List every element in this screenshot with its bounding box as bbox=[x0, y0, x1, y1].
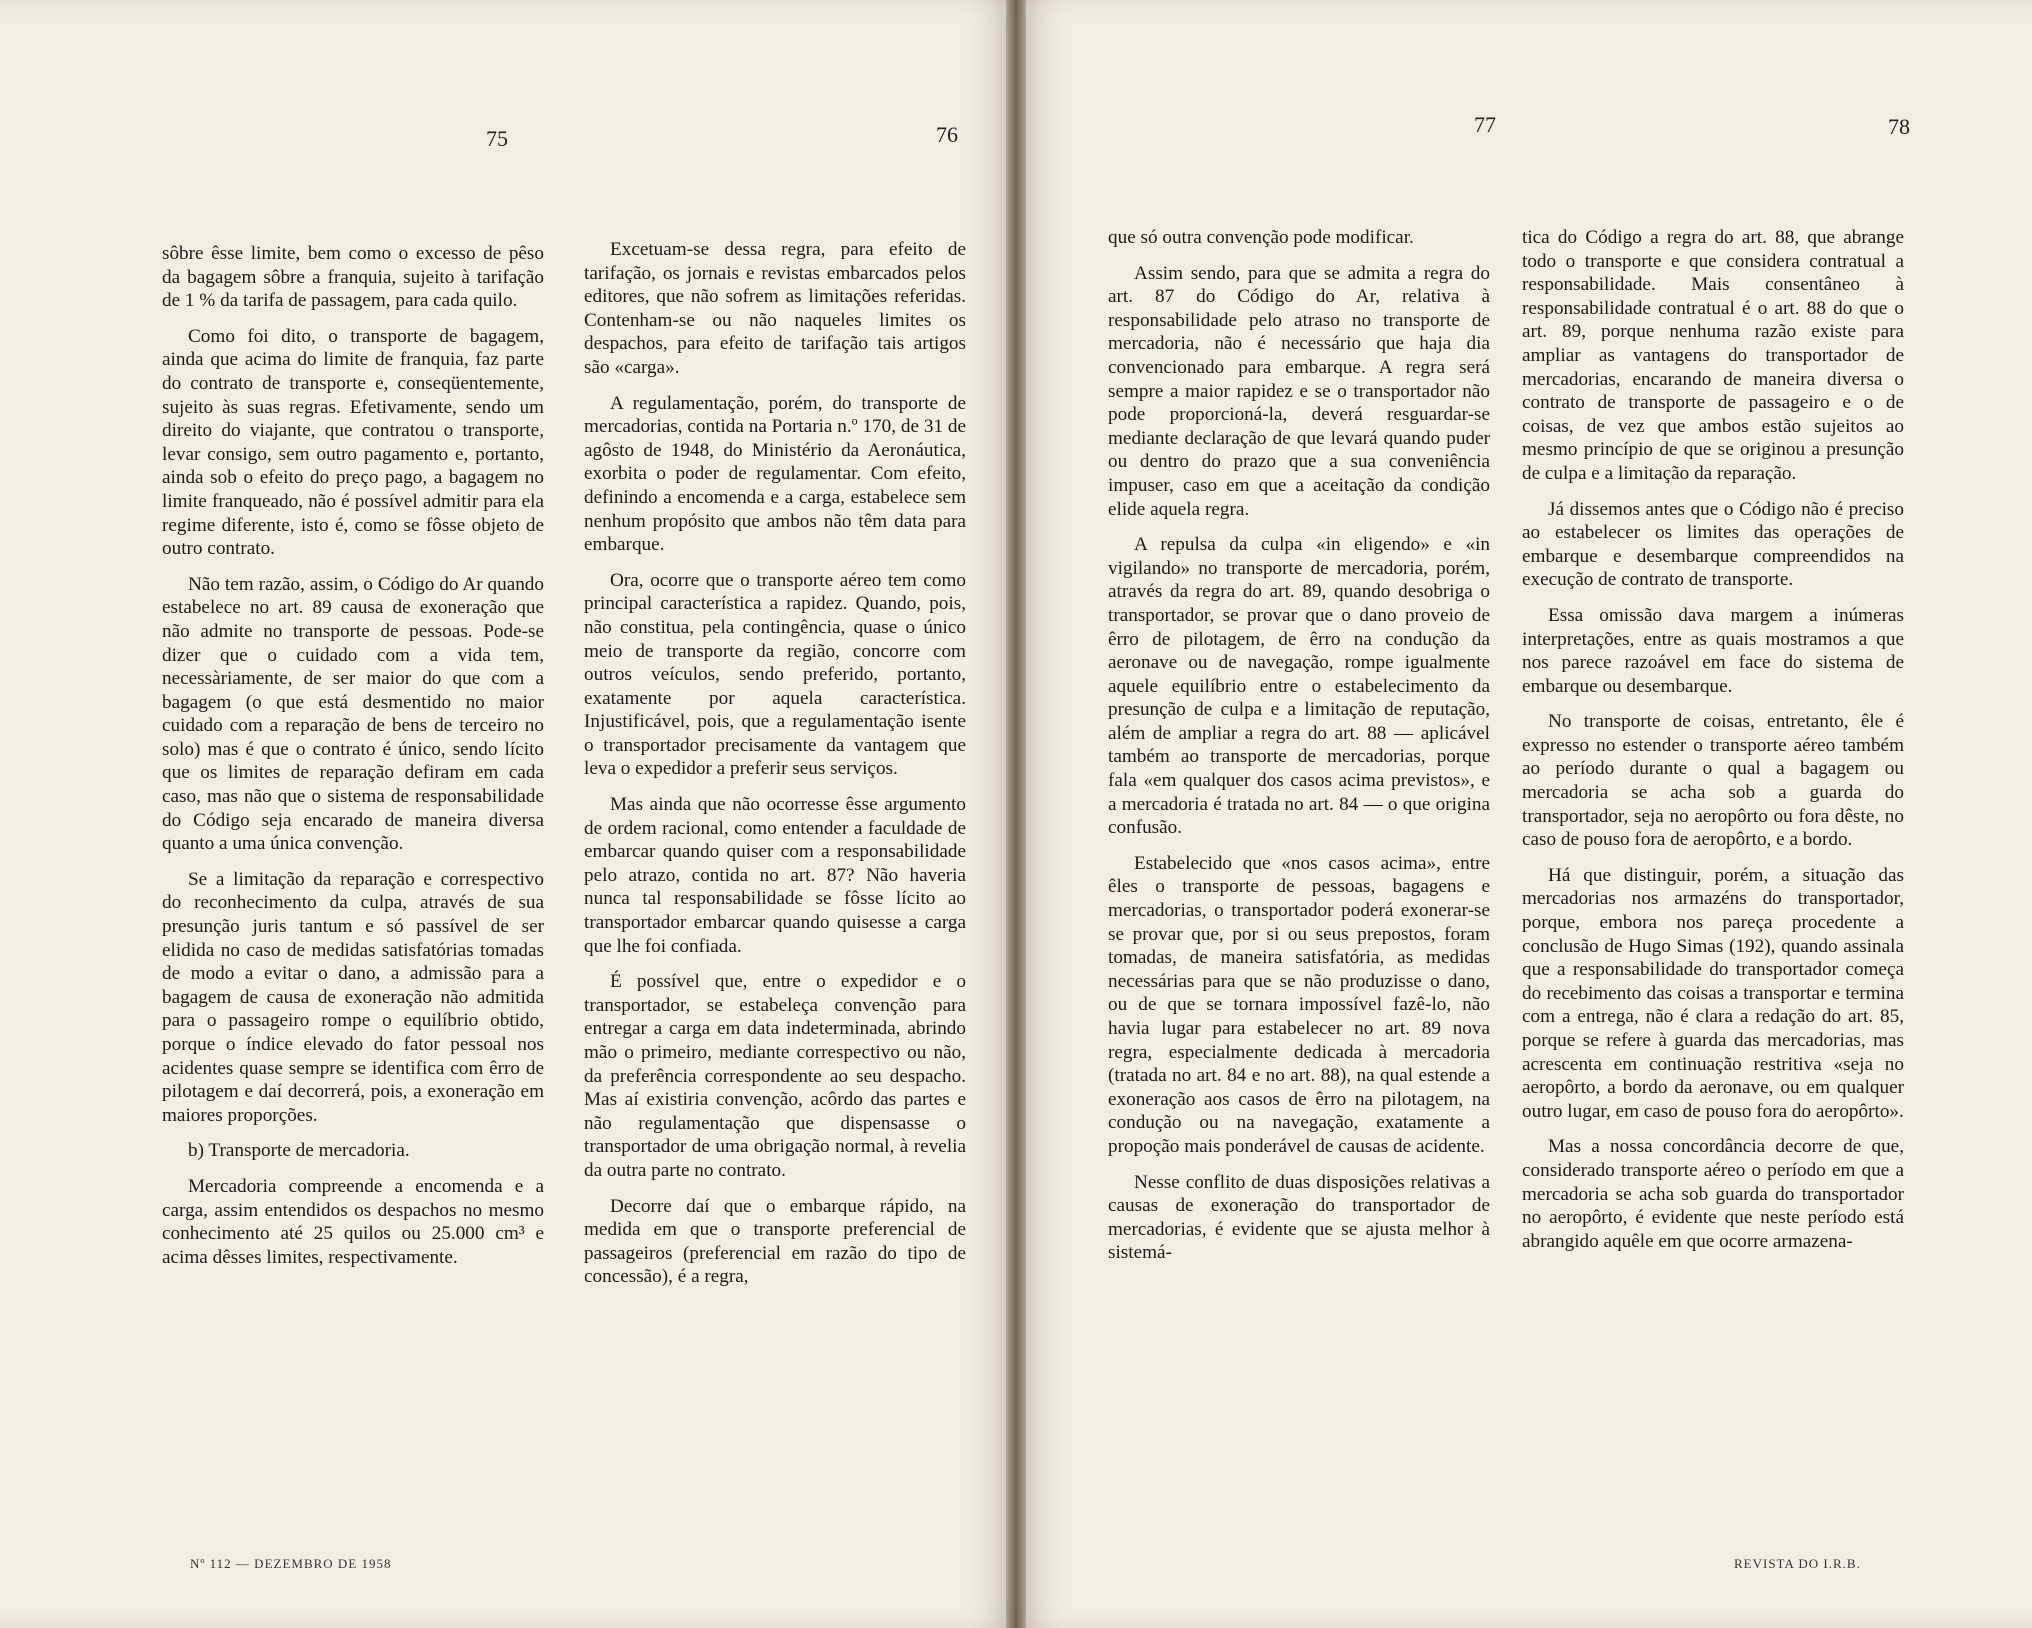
book-spine bbox=[1006, 0, 1026, 1628]
paragraph: tica do Código a regra do art. 88, que abrange todo o transporte e que considera contratual a responsabilidade. Mais consentâneo à responsabilidade contratual é o art. 88 do que o art. 89, porque nenhuma razão existe para ampliar as vantagens do transportador de mercadorias, encarando de maneira diversa o contrato de transporte de passageiro e o de coisas, de vez que ambos estão sujeitos ao mesmo princípio de que se originou a presunção de culpa e a limitação da reparação. bbox=[1522, 227, 1904, 484]
paragraph: Excetuam-se dessa regra, para efeito de tarifação, os jornais e revistas embarcados pelos editores, que não sofrem as limitações referidas. Contenham-se ou não naqueles limites os despachos, para efeito de tarifação tais artigos são «carga». bbox=[584, 239, 966, 378]
paragraph: Como foi dito, o transporte de bagagem, ainda que acima do limite de franquia, faz parte do contrato de transporte e, conseqüentemente, sujeito às suas regras. Efetivamente, sendo um direito do viajante, que contratou o transporte, levar consigo, sem outro pagamento e, portanto, ainda sob o efeito do preço pago, a bagagem no limite franqueado, não é possível admitir para ela regime diferente, isto é, como se fôsse objeto de outro contrato. bbox=[162, 325, 544, 560]
paragraph: Essa omissão dava margem a inúmeras interpretações, entre as quais mostramos a que nos parece razoável em face do sistema de embarque ou desembarque. bbox=[1522, 604, 1904, 697]
paragraph: É possível que, entre o expedidor e o transportador, se estabeleça convenção para entregar a carga em data indeterminada, abrindo mão o primeiro, mediante correspectivo ou não, da preferência correspondente ao seu despacho. Mas aí existiria convenção, acôrdo das partes e não regulamentação que dispensasse o transportador de uma obrigação normal, à revelia da outra parte no contrato. bbox=[584, 971, 966, 1181]
page-number-77: 77 bbox=[1474, 112, 1496, 137]
paragraph: Ora, ocorre que o transporte aéreo tem como principal característica a rapidez. Quando, pois, não constitua, pela contingência, quase o único meio de transporte da região, concorre com outros veículos, sendo preferido, portanto, exatamente por aquela característica. Injustificável, pois, que a regulamentação isente o transportador precisamente da vantagem que leva o expedidor a preferir seus serviços. bbox=[584, 569, 966, 780]
paragraph: Assim sendo, para que se admita a regra do art. 87 do Código do Ar, relativa à responsabilidade pelo atraso no transporte de mercadoria, não é necessário que haja dia convencionado para embarque. A regra será sempre a maior rapidez e se o transportador não pode proporcioná-la, deverá resguardar-se mediante declaração de que levará quando puder ou dentro do prazo que a sua conveniência impuser, caso em que a aceitação da condição elide aquela regra. bbox=[1108, 262, 1490, 520]
paragraph: Não tem razão, assim, o Código do Ar quando estabelece no art. 89 causa de exoneração que não admite no transporte de pessoas. Pode-se dizer que o cuidado com a vida tem, necessàriamente, de ser maior do que com a bagagem (o que está desmentido no maior cuidado com a reparação de bens de terceiro no solo) mas é que o contrato é único, sendo lícito que os limites de reparação defiram em cada caso, mas não que o sistema de responsabilidade do Código seja encarado de maneira diversa quanto a uma única convenção. bbox=[162, 573, 544, 855]
paragraph: Estabelecido que «nos casos acima», entre êles o transporte de pessoas, bagagens e mercadorias, o transportador poderá exonerar-se se provar que, por si ou seus prepostos, foram tomadas, de maneira satisfatória, as medidas necessárias para que se não produzisse o dano, ou de que se tornara impossível fazê-lo, não havia lugar para estabelecer no art. 89 nova regra, especialmente dedicada à mercadoria (tratada no art. 84 e no art. 88), na qual estende a exoneração aos casos de êrro na pilotagem, na condução ou na navegação, exatamente a propoção mais ponderável de causas de acidente. bbox=[1108, 852, 1490, 1157]
paragraph: Mercadoria compreende a encomenda e a carga, assim entendidos os despachos no mesmo conhecimento até 25 quilos ou 25.000 cm³ e acima dêsses limites, respectivamente. bbox=[162, 1175, 544, 1268]
text-column-p76 bbox=[584, 238, 966, 1301]
right-leaf bbox=[1016, 0, 2032, 1628]
paragraph: Mas ainda que não ocorresse êsse argumento de ordem racional, como entender a faculdade de embarcar quando quiser com a responsabilidade pelo atrazo, contida no art. 87? Não haveria nunca tal responsabilidade se fôsse lícito ao transportador embarcar quando quisesse a carga que lhe foi confiada. bbox=[584, 794, 966, 957]
page-number-76: 76 bbox=[936, 122, 958, 147]
text-column-p78 bbox=[1522, 226, 1904, 1265]
paragraph: Se a limitação da reparação e correspectivo do reconhecimento da culpa, através de sua presunção juris tantum e só passível de ser elidida no caso de medidas satisfatórias tomadas de modo a evitar o dano, a admissão para a bagagem de causa de exoneração não admitida para o passageiro rompe o equilíbrio obtido, porque o índice elevado do fator pessoal nos acidentes quase sempre se identifica com êrro de pilotagem e daí decorrerá, pois, a exoneração em maiores proporções. bbox=[162, 868, 544, 1126]
text-column-p75 bbox=[162, 242, 544, 1281]
page-number-78: 78 bbox=[1888, 114, 1910, 139]
page-number-75: 75 bbox=[486, 126, 508, 151]
paragraph: Há que distinguir, porém, a situação das mercadorias nos armazéns do transportador, porque, embora nos pareça procedente a conclusão de Hugo Simas (192), quando assinala que a responsabilidade do transportador começa do recebimento das coisas a transportar e termina com a entrega, não é clara a redação do art. 85, porque se refere à guarda das mercadorias, mas acrescenta em continuação restritiva «seja no aeropôrto, a bordo da aeronave, ou em qualquer outro lugar, em caso de pouso fora do aeropôrto». bbox=[1522, 864, 1904, 1122]
paragraph: Decorre daí que o embarque rápido, na medida em que o transporte preferencial de passageiros (preferencial em razão do tipo de concessão), é a regra, bbox=[584, 1195, 966, 1288]
paragraph: Nesse conflito de duas disposições relativas a causas de exoneração do transportador de mercadorias, é evidente que se ajusta melhor à sistemá- bbox=[1108, 1171, 1490, 1264]
paragraph: que só outra convenção pode modificar. bbox=[1108, 227, 1414, 248]
paragraph: No transporte de coisas, entretanto, êle é expresso no estender o transporte aéreo também ao período durante o qual a bagagem ou mercadoria se acha sob a guarda do transportador, seja no aeropôrto ou fora dêste, no caso de pouso fora de aeropôrto, e a bordo. bbox=[1522, 711, 1904, 851]
paragraph: A repulsa da culpa «in eligendo» e «in vigilando» no transporte de mercadoria, porém, através da regra do art. 89, quando desobriga o transportador, se provar que o dano proveio de êrro de pilotagem, de êrro na condução da aeronave ou de navegação, rompe igualmente aquele equilíbrio entre o estabelecimento da presunção de culpa e a limitação de reputação, além de ampliar a regra do art. 88 — aplicável também ao transporte de mercadorias, porque fala «em qualquer dos casos acima previstos», e a mercadoria é tratada no art. 84 — o que origina confusão. bbox=[1108, 534, 1490, 839]
paragraph: sôbre êsse limite, bem como o excesso de pêso da bagagem sôbre a franquia, sujeito à tarifação de 1 % da tarifa de passagem, para cada quilo. bbox=[162, 243, 544, 312]
paragraph: Já dissemos antes que o Código não é preciso ao estabelecer os limites das operações de embarque e desembarque compreendidos na execução de contrato de transporte. bbox=[1522, 498, 1904, 591]
text-column-p77 bbox=[1108, 226, 1490, 1277]
footer-journal: REVISTA DO I.R.B. bbox=[1734, 1556, 1861, 1571]
paragraph: A regulamentação, porém, do transporte de mercadorias, contida na Portaria n.º 170, de 31 de agôsto de 1948, do Ministério da Aeronáutica, exorbita o poder de regulamentar. Com efeito, definindo a encomenda e a carga, estabelece sem nenhum propósito que ambos não têm data para embarque. bbox=[584, 392, 966, 556]
footer-issue: Nº 112 — DEZEMBRO DE 1958 bbox=[190, 1556, 392, 1571]
paragraph: Mas a nossa concordância decorre de que, considerado transporte aéreo o período em que a mercadoria se acha sob guarda do transportador no aeropôrto, é evidente que neste período está abrangido aquêle em que ocorre armazena- bbox=[1522, 1136, 1904, 1252]
section-heading: b) Transporte de mercadoria. bbox=[188, 1140, 410, 1162]
